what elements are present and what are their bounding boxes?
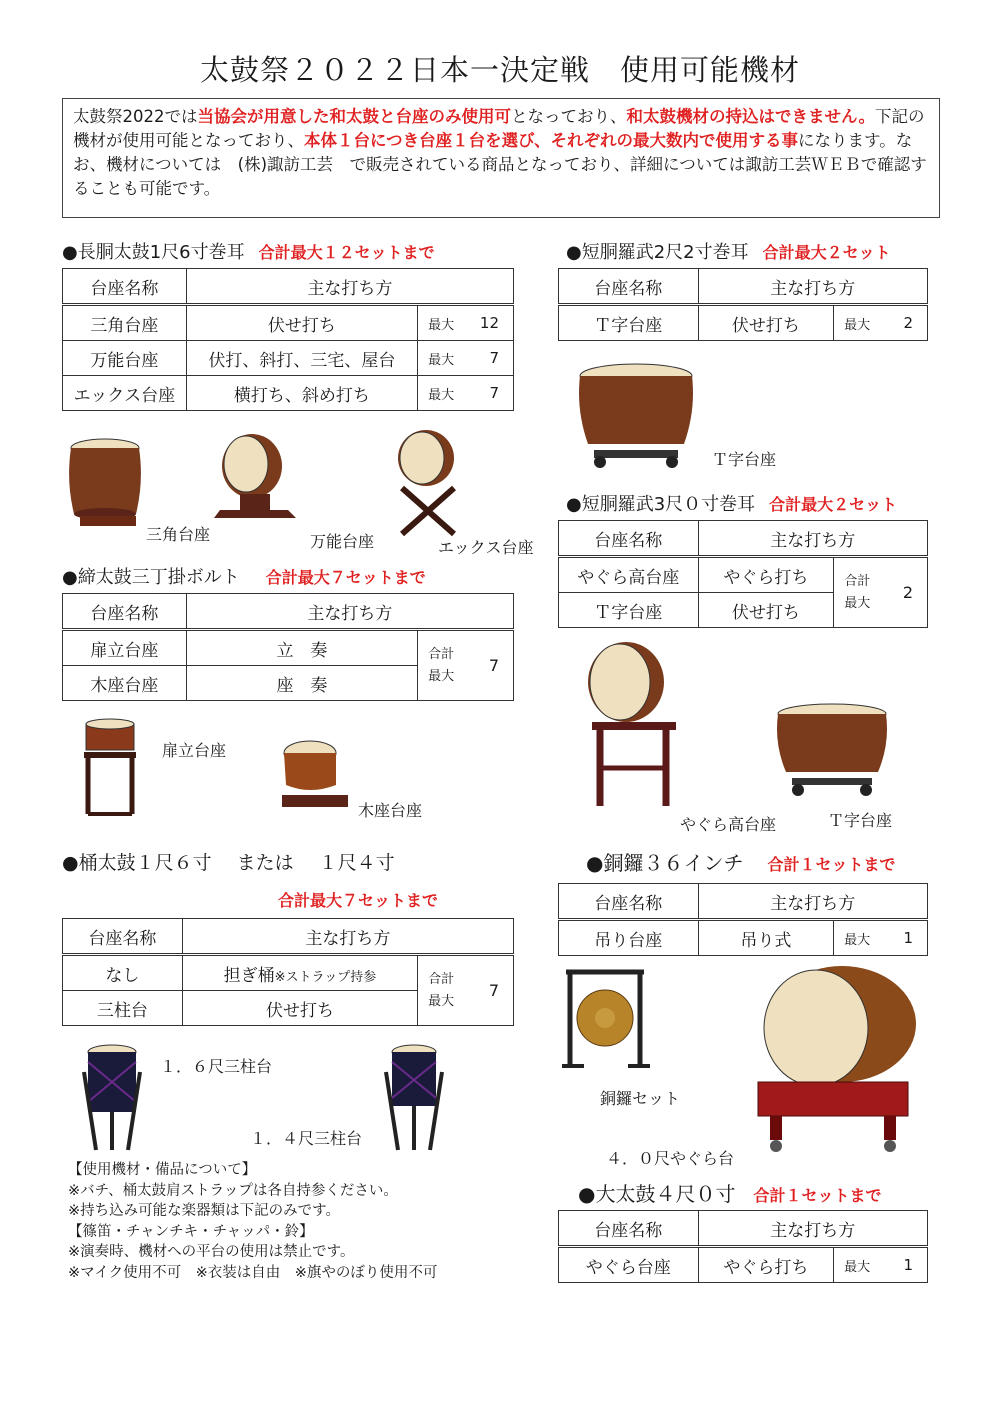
cell-method: 横打ち、斜め打ち [186, 376, 417, 411]
cell-base: 扉立台座 [63, 630, 187, 666]
cell-limit: 最大 12 [418, 305, 514, 341]
cell-limit: 最大 2 [834, 305, 928, 341]
table-header-row [63, 269, 514, 305]
notes-block [68, 1160, 437, 1283]
caption-tando3-t: Ｔ字台座 [828, 811, 893, 830]
section-shime-heading: ●締太鼓三丁掛ボルト 合計最大７セットまで [62, 567, 426, 588]
caption-sankaku: 三角台座 [146, 525, 211, 544]
caption-tobiratate: 扉立台座 [162, 741, 227, 760]
table-row [63, 630, 514, 666]
section-dora-limit: 合計１セットまで [767, 855, 896, 874]
table-oke [62, 918, 514, 1026]
caption-tando2-t: Ｔ字台座 [712, 450, 777, 469]
intro-text-1: 太鼓祭2022では [73, 107, 198, 126]
tando3-yagura-image [578, 640, 686, 812]
header-base: 台座名称 [63, 269, 187, 305]
table-nagado [62, 268, 514, 411]
odaiko-yagura-image [752, 964, 918, 1164]
dora-gong-image [562, 966, 652, 1078]
oke-14-image [376, 1042, 456, 1154]
table-row [63, 955, 514, 991]
section-shime-limit: 合計最大７セットまで [265, 568, 426, 587]
table-row [63, 341, 514, 376]
header-method: 主な打ち方 [182, 919, 513, 955]
table-row [559, 557, 928, 593]
cell-limit-combined: 合計 最大 7 [418, 630, 514, 701]
table-tando2 [558, 268, 928, 341]
caption-kiza: 木座台座 [358, 801, 423, 820]
note-line: ※演奏時、機材への平台の使用は禁止です。 [68, 1244, 355, 1260]
table-odaiko [558, 1210, 928, 1283]
note-line: 【篠笛・チャンチキ・チャッパ・鈴】 [68, 1223, 314, 1240]
cell-base: 万能台座 [63, 341, 187, 376]
table-dora [558, 883, 928, 956]
cell-method: 伏打、斜打、三宅、屋台 [186, 341, 417, 376]
header-base: 台座名称 [559, 521, 699, 557]
caption-oke-14: １．４尺三柱台 [250, 1129, 363, 1148]
cell-method: 座 奏 [186, 666, 417, 701]
table-header-row [559, 884, 928, 920]
intro-text-4: になります。なお、機材については (株)諏訪工芸 で販売されている商品となっており、詳細については諏訪工芸ＷＥＢで確認することも可能です。 [73, 131, 927, 198]
cell-method: やぐら打ち [698, 1247, 834, 1283]
cell-base: 三角台座 [63, 305, 187, 341]
tando3-t-image [770, 700, 894, 798]
caption-oke-16: １．６尺三柱台 [160, 1057, 273, 1076]
section-oke-heading: ●桶太鼓１尺６寸 または １尺４寸 [62, 852, 395, 874]
header-base: 台座名称 [63, 919, 183, 955]
cell-limit-combined: 合計 最大 2 [834, 557, 928, 628]
cell-method: 吊り式 [698, 920, 834, 956]
cell-method: 担ぎ桶※ストラップ持参 [182, 955, 417, 991]
section-oke-limit: 合計最大７セットまで [278, 891, 439, 910]
cell-method: 伏せ打ち [186, 305, 417, 341]
cell-base: なし [63, 955, 183, 991]
cell-base: Ｔ字台座 [559, 593, 699, 628]
table-row [63, 376, 514, 411]
cell-method: やぐら打ち [698, 557, 834, 593]
table-tando3 [558, 520, 928, 628]
intro-emphasis-1: 当協会が用意した和太鼓と台座のみ使用可 [197, 107, 511, 126]
header-base: 台座名称 [559, 269, 699, 305]
header-method: 主な打ち方 [186, 269, 513, 305]
cell-base: 木座台座 [63, 666, 187, 701]
caption-bannou: 万能台座 [310, 532, 375, 551]
header-method: 主な打ち方 [698, 521, 927, 557]
intro-box [62, 98, 940, 218]
drum-x-image [388, 428, 468, 538]
header-base: 台座名称 [559, 884, 699, 920]
tando2-t-image [574, 360, 698, 470]
header-base: 台座名称 [559, 1211, 699, 1247]
section-tando3-limit: 合計最大２セット [769, 495, 898, 514]
caption-dora: 銅鑼セット [600, 1089, 681, 1108]
cell-limit-combined: 合計 最大 7 [418, 955, 514, 1026]
note-line: ※持ち込み可能な楽器類は下記のみです。 [68, 1203, 340, 1219]
header-method: 主な打ち方 [698, 269, 927, 305]
table-header-row [559, 1211, 928, 1247]
cell-base: やぐら台座 [559, 1247, 699, 1283]
cell-base: やぐら高台座 [559, 557, 699, 593]
section-nagado-heading: ●長胴太鼓1尺6寸巻耳 合計最大１２セットまで [62, 242, 435, 263]
cell-method: 伏せ打ち [182, 991, 417, 1026]
intro-text-2: となっており、 [511, 107, 627, 126]
table-header-row [559, 521, 928, 557]
header-base: 台座名称 [63, 594, 187, 630]
cell-method: 伏せ打ち [698, 593, 834, 628]
section-nagado-limit: 合計最大１２セットまで [258, 243, 435, 262]
cell-limit: 最大 7 [418, 376, 514, 411]
cell-base: 三柱台 [63, 991, 183, 1026]
intro-emphasis-3: 本体１台につき台座１台を選び、それぞれの最大数内で使用する事 [304, 131, 799, 150]
table-row [559, 1247, 928, 1283]
cell-limit: 最大 1 [834, 1247, 928, 1283]
section-odaiko-heading: ●大太鼓４尺０寸 合計１セットまで [578, 1182, 882, 1206]
section-tando2-limit: 合計最大２セット [762, 243, 891, 262]
section-tando3-heading: ●短胴羅武3尺０寸巻耳 合計最大２セット [566, 494, 898, 515]
note-line: ※マイク使用不可 ※衣装は自由 ※旗やのぼり使用不可 [68, 1264, 438, 1281]
cell-limit: 最大 7 [418, 341, 514, 376]
header-method: 主な打ち方 [698, 1211, 927, 1247]
oke-16-image [76, 1042, 156, 1154]
cell-base: エックス台座 [63, 376, 187, 411]
cell-method: 立 奏 [186, 630, 417, 666]
table-header-row [63, 594, 514, 630]
table-row [559, 920, 928, 956]
table-row [559, 305, 928, 341]
cell-limit: 最大 1 [834, 920, 928, 956]
cell-method: 伏せ打ち [698, 305, 834, 341]
header-method: 主な打ち方 [186, 594, 513, 630]
section-tando2-heading: ●短胴羅武2尺2寸巻耳 合計最大２セット [566, 242, 891, 263]
table-shime [62, 593, 514, 701]
caption-x: エックス台座 [438, 538, 534, 557]
caption-tando3-yagura: やぐら高台座 [680, 815, 777, 834]
cell-base: Ｔ字台座 [559, 305, 699, 341]
header-method: 主な打ち方 [698, 884, 927, 920]
caption-odaiko-yagura: ４．０尺やぐら台 [606, 1149, 735, 1168]
drum-sankaku-image [62, 436, 152, 531]
shime-tobiratate-image [80, 718, 140, 818]
section-dora-heading: ●銅鑼３６インチ 合計１セットまで [586, 851, 896, 875]
shime-kiza-image [278, 737, 350, 813]
cell-base: 吊り台座 [559, 920, 699, 956]
intro-emphasis-2: 和太鼓機材の持込はできません。 [626, 107, 875, 126]
drum-bannou-image [210, 428, 300, 523]
note-line: ※バチ、桶太鼓肩ストラップは各自持参ください。 [68, 1182, 398, 1199]
page-title: 太鼓祭２０２２日本一決定戦 使用可能機材 [199, 53, 800, 87]
table-header-row [63, 919, 514, 955]
section-odaiko-limit: 合計１セットまで [753, 1186, 882, 1205]
note-line: 【使用機材・備品について】 [68, 1162, 257, 1178]
table-header-row [559, 269, 928, 305]
intro-text-3: 下記の機材が使用可能となっており、 [73, 107, 925, 150]
table-row [63, 305, 514, 341]
